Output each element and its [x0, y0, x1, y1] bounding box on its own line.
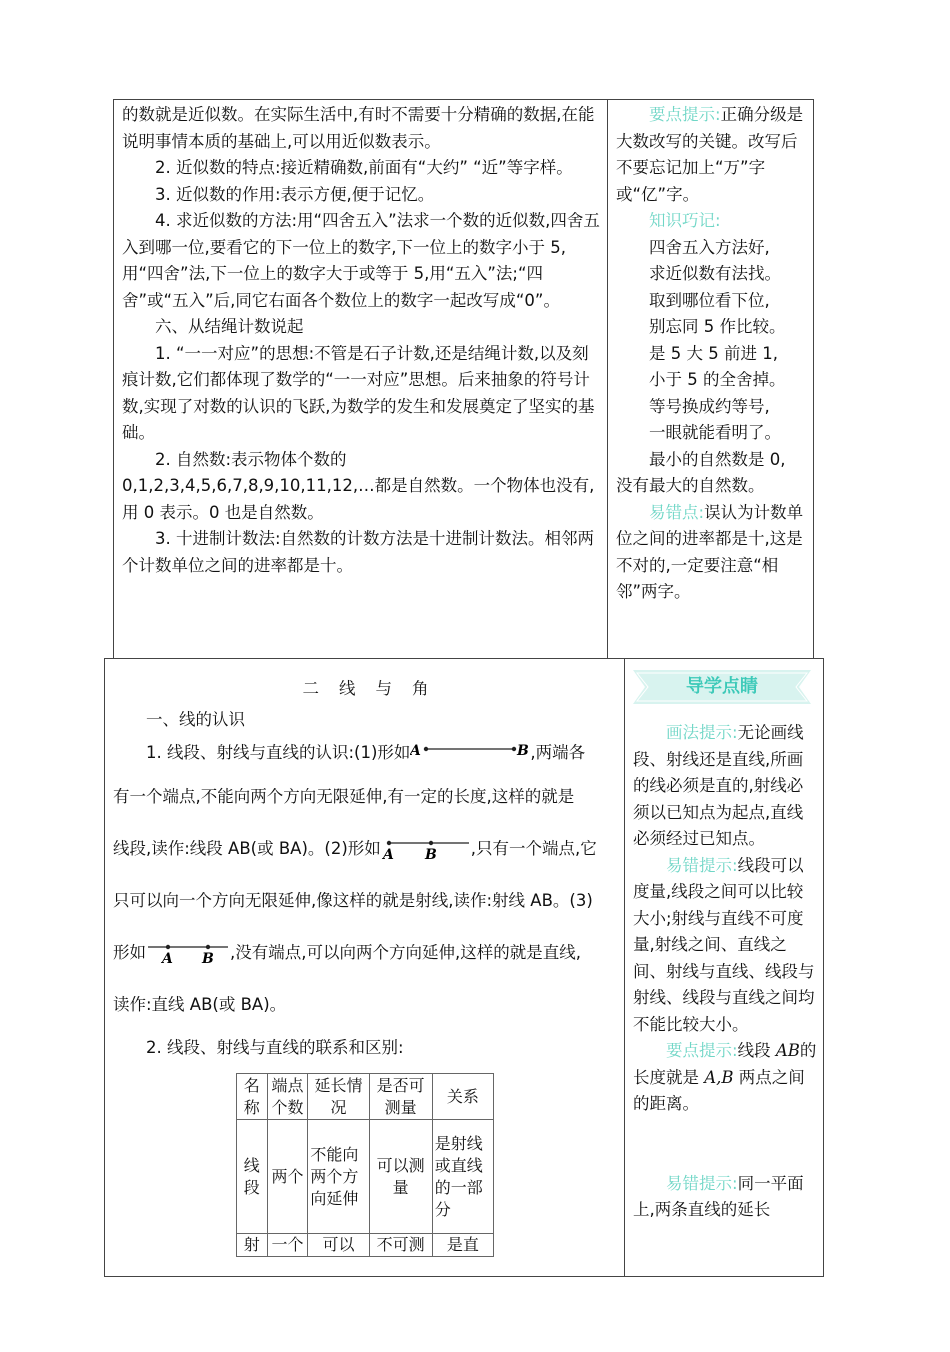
table-row — [237, 1234, 494, 1257]
table-cell: 可以测量 — [369, 1120, 432, 1234]
error-tip-2 — [633, 1171, 817, 1224]
ray-figure — [381, 837, 471, 863]
section-heading-lines: 一、线的认识 — [146, 709, 245, 729]
tip-text: AB — [775, 1041, 800, 1060]
table-cell: 两个 — [267, 1120, 308, 1234]
title-char: 角 — [412, 679, 429, 698]
table-cell: 不可测 — [369, 1234, 432, 1257]
top-divider — [607, 99, 608, 659]
tip-label: 易错点: — [649, 502, 705, 522]
poem-line: 小于 5 的全舍掉。 — [649, 370, 786, 389]
memory-tip-label: 知识巧记: — [649, 211, 721, 230]
table-row — [237, 1074, 494, 1120]
table-cell: 是直 — [432, 1234, 493, 1257]
table-cell: 是射线或直线的一部分 — [432, 1120, 493, 1234]
top-tip-1 — [616, 102, 806, 208]
text: 1. 线段、射线与直线的认识:(1)形如 — [146, 743, 411, 762]
tip-text: 线段 — [737, 1041, 776, 1060]
point-label-b: B — [517, 742, 530, 759]
top-para-4: 4. 求近似数的方法:用“四舍五入”法求一个数的近似数,四舍五入到哪一位,要看它的下一位上的数字,下一位上的数字小于 5,用“四舍”法,下一位上的数字大于或等于 5,用“五入”法;“四舍”或“五入”后,同它右面各个数位上的数字一起改写成“0”。 — [122, 211, 600, 310]
drawing-tip — [633, 720, 817, 853]
table-header-cell: 延长情况 — [308, 1074, 369, 1120]
poem-line: 一眼就能看明了。 — [649, 423, 781, 442]
bottom-main-text — [113, 676, 618, 1062]
title-char: 线 — [339, 679, 356, 698]
top-para-3: 3. 近似数的作用:表示方便,便于记忆。 — [155, 184, 435, 204]
table-header-cell: 关系 — [432, 1074, 493, 1120]
tip-text: 两点之间的距离。 — [633, 1067, 805, 1113]
text: ,没有端点,可以向两个方向延伸,这样的就是直线, — [230, 943, 581, 962]
top-para-2: 2. 近似数的特点:接近精确数,前面有“大约” “近”等字样。 — [155, 158, 573, 177]
text: ,只有一个端点,它 — [470, 839, 597, 858]
tip-text: 正确分级是大数改写的关键。改写后不要忘记加上“万”字或“亿”字。 — [616, 105, 804, 204]
top-para-8: 3. 十进制计数法:自然数的计数方法是十进制计数法。相邻两个计数单位之间的进率都是十。 — [122, 529, 595, 575]
def-line-3 — [113, 823, 618, 875]
tip-label: 要点提示: — [649, 105, 721, 124]
poem-line: 等号换成约等号, — [649, 396, 770, 416]
line-definitions — [113, 735, 618, 1031]
table-header-cell: 是否可测量 — [369, 1074, 432, 1120]
poem-line: 别忘同 5 作比较。 — [649, 317, 786, 336]
tip-label: 画法提示: — [666, 723, 738, 742]
error-tip — [633, 853, 817, 1039]
table-cell: 线段 — [237, 1120, 268, 1234]
straight-line-figure — [146, 941, 230, 967]
def-line-1 — [113, 735, 618, 771]
guide-banner-title: 导学点睛 — [686, 676, 758, 697]
table-cell: 一个 — [267, 1234, 308, 1257]
table-header-cell: 名称 — [237, 1074, 268, 1120]
guide-banner — [633, 670, 811, 704]
tip-label: 要点提示: — [666, 1041, 738, 1060]
point-label-a: A — [382, 846, 394, 863]
tip-text: 的长度就是 — [633, 1041, 817, 1087]
poem-tail: 没有最大的自然数。 — [616, 476, 765, 495]
tip-text: 无论画线段、射线还是直线,所画的线必须是直的,射线必须以已知点为起点,直线必须经过已知点。 — [633, 723, 804, 848]
poem-line: 最小的自然数是 0, — [649, 449, 786, 469]
top-para-6: 1. “一一对应”的思想:不管是石子计数,还是结绳计数,以及刻痕计数,它们都体现了数学的“一一对应”思想。后来抽象的符号计数,实现了对数的认识的飞跃,为数学的发生和发展奠定了坚实的基础。 — [122, 343, 595, 442]
text: 形如 — [113, 943, 146, 962]
poem-line: 取到哪位看下位, — [649, 290, 770, 310]
tip-text: A,B — [704, 1067, 734, 1087]
text: ,两端各 — [530, 743, 586, 762]
tip-text: 线段可以度量,线段之间可以比较大小;射线与直线不可度量,射线之间、直线之间、射线与直线、线段与射线、线段与直线之间均不能比较大小。 — [633, 855, 815, 1034]
text: 线段,读作:线段 AB(或 BA)。(2)形如 — [113, 839, 381, 858]
title-char: 二 — [302, 679, 319, 698]
table-row — [237, 1120, 494, 1234]
point-label-b: B — [202, 950, 214, 967]
title-char: 与 — [375, 679, 392, 698]
tip-label: 易错提示: — [666, 855, 738, 875]
def-line-2: 有一个端点,不能向两个方向无限延伸,有一定的长度,这样的就是 — [113, 787, 575, 806]
comparison-table — [236, 1073, 494, 1257]
def-line-4: 只可以向一个方向无限延伸,像这样的就是射线,读作:射线 AB。(3) — [113, 891, 593, 910]
top-main-text — [122, 102, 600, 579]
table-header-cell: 端点个数 — [267, 1074, 308, 1120]
comparison-heading: 2. 线段、射线与直线的联系和区别: — [146, 1038, 404, 1057]
point-label-a: A — [162, 950, 173, 967]
poem-line: 求近似数有法找。 — [649, 264, 781, 283]
poem-line: 是 5 大 5 前进 1, — [649, 343, 778, 363]
poem-line: 四舍五入方法好, — [649, 237, 770, 257]
table-cell: 射 — [237, 1234, 268, 1257]
key-point-tip — [633, 1038, 817, 1118]
chapter-title — [113, 676, 618, 703]
top-para-7: 2. 自然数:表示物体个数的 0,1,2,3,4,5,6,7,8,9,10,11,12,…都是自然数。一个物体也没有,用 0 表示。0 也是自然数。 — [122, 449, 595, 522]
top-tip-3 — [616, 500, 806, 606]
table-cell: 不能向两个方向延伸 — [308, 1120, 369, 1234]
tip-label: 易错提示: — [666, 1173, 738, 1193]
tip-text: 误认为计数单位之间的进率都是十,这是不对的,一定要注意“相邻”两字。 — [616, 502, 804, 601]
top-para-1: 的数就是近似数。在实际生活中,有时不需要十分精确的数据,在能说明事情本质的基础上,可以用近似数表示。 — [122, 105, 595, 151]
def-line-5 — [113, 927, 618, 979]
line-segment-figure — [410, 743, 530, 765]
top-side-notes — [616, 102, 806, 606]
point-label-a: A — [410, 742, 422, 759]
def-line-6: 读作:直线 AB(或 BA)。 — [113, 995, 287, 1014]
bottom-divider — [624, 658, 625, 1277]
table-cell: 可以 — [308, 1234, 369, 1257]
section-heading-six: 六、从结绳计数说起 — [155, 317, 304, 336]
point-label-b: B — [424, 846, 437, 863]
tip-text: 同一平面上,两条直线的延长 — [633, 1173, 804, 1219]
